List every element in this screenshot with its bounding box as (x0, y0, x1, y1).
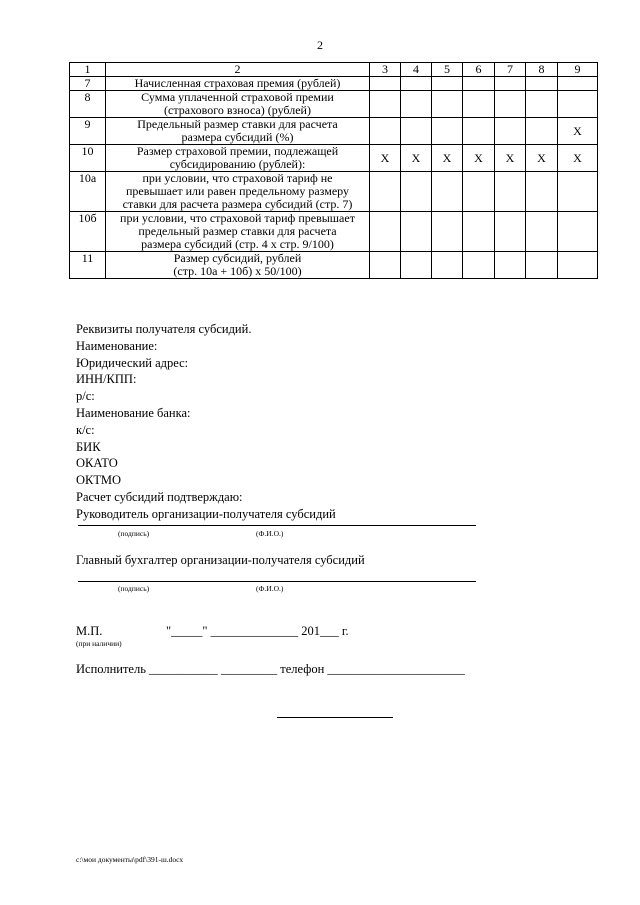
row-description (106, 252, 370, 279)
row-number: 10 (70, 145, 106, 172)
header-cell: 2 (106, 63, 370, 77)
fio-label: (Ф.И.О.) (256, 584, 284, 593)
table-row (70, 91, 598, 118)
description-line: Предельный размер ставки для расчета (137, 117, 338, 131)
description-line: при условии, что страховой тариф не (142, 171, 333, 185)
value-cell (526, 91, 558, 118)
value-cell (463, 118, 495, 145)
value-cell (558, 91, 598, 118)
header-cell: 8 (526, 63, 558, 77)
row-number: 11 (70, 252, 106, 279)
row-description (106, 118, 370, 145)
header-cell: 5 (432, 63, 463, 77)
row-number: 8 (70, 91, 106, 118)
header-cell: 1 (70, 63, 106, 77)
value-cell (463, 77, 495, 91)
value-cell (495, 172, 526, 212)
detail-line: Наименование: (76, 338, 158, 353)
executor-line: Исполнитель ___________ _________ телефон ______________________ (76, 662, 465, 676)
value-cell (432, 91, 463, 118)
description-line: ставки для расчета размера субсидий (стр. 7) (122, 197, 353, 211)
value-cell (370, 91, 401, 118)
detail-line: Юридический адрес: (76, 355, 189, 370)
table-row (70, 172, 598, 212)
value-cell (495, 91, 526, 118)
signature-label: (подпись) (118, 584, 150, 593)
description-line: Сумма уплаченной страховой премии (141, 90, 334, 104)
description-line: Размер страховой премии, подлежащей (136, 144, 339, 158)
value-cell: Х (370, 145, 401, 172)
value-cell (370, 172, 401, 212)
detail-line: Наименование банка: (76, 405, 191, 420)
table-row (70, 252, 598, 279)
table-row (70, 145, 598, 172)
row-description (106, 91, 370, 118)
row-description (106, 172, 370, 212)
value-cell (432, 118, 463, 145)
fio-label: (Ф.И.О.) (256, 529, 284, 538)
value-cell: Х (526, 145, 558, 172)
value-cell (463, 91, 495, 118)
value-cell (495, 77, 526, 91)
value-cell (432, 252, 463, 279)
value-cell (432, 172, 463, 212)
detail-line: ИНН/КПП: (76, 372, 137, 387)
subsidy-table (69, 62, 598, 279)
detail-line: р/с: (76, 389, 95, 404)
signature-line-head (78, 525, 476, 526)
value-cell (558, 77, 598, 91)
row-description (106, 77, 370, 91)
table-row (70, 118, 598, 145)
table-row (70, 77, 598, 91)
table-row (70, 212, 598, 252)
value-cell (463, 172, 495, 212)
value-cell: Х (463, 145, 495, 172)
page-number: 2 (317, 38, 323, 52)
header-cell: 3 (370, 63, 401, 77)
description-line: размера субсидий (%) (181, 130, 294, 144)
value-cell (495, 118, 526, 145)
row-description (106, 145, 370, 172)
value-cell (432, 212, 463, 252)
detail-line: ОКТМО (76, 473, 121, 488)
recipient-details (76, 321, 336, 523)
value-cell (526, 212, 558, 252)
description-line: превышает или равен предельному размеру (125, 184, 350, 198)
detail-line: Расчет субсидий подтверждаю: (76, 489, 243, 504)
chief-accountant-label: Главный бухгалтер организации-получателя субсидий (76, 553, 365, 567)
value-cell (495, 212, 526, 252)
detail-line: БИК (76, 439, 101, 454)
value-cell (558, 172, 598, 212)
signature-label: (подпись) (118, 529, 150, 538)
value-cell: Х (558, 145, 598, 172)
detail-line: Реквизиты получателя субсидий. (76, 322, 252, 336)
value-cell (526, 252, 558, 279)
date-field: "_____" ______________ 201___ г. (166, 624, 349, 638)
description-line: при условии, что страховой тариф превышает (120, 211, 355, 225)
stamp-note: (при наличии) (76, 639, 122, 648)
value-cell: Х (432, 145, 463, 172)
row-number: 10б (70, 212, 106, 252)
detail-line: ОКАТО (76, 456, 118, 471)
description-line: Размер субсидий, рублей (173, 251, 302, 265)
value-cell: Х (558, 118, 598, 145)
value-cell (401, 77, 432, 91)
value-cell (370, 212, 401, 252)
description-line: (стр. 10а + 10б) х 50/100) (173, 264, 302, 278)
signature-line-accountant (78, 581, 476, 582)
value-cell (401, 212, 432, 252)
detail-line: Руководитель организации-получателя субсидий (76, 506, 336, 521)
header-cell: 6 (463, 63, 495, 77)
value-cell: Х (401, 145, 432, 172)
value-cell (463, 252, 495, 279)
header-cell: 7 (495, 63, 526, 77)
description-line: (страхового взноса) (рублей) (164, 103, 311, 117)
value-cell (401, 118, 432, 145)
value-cell (495, 252, 526, 279)
value-cell (558, 252, 598, 279)
value-cell (432, 77, 463, 91)
value-cell (401, 172, 432, 212)
value-cell (370, 118, 401, 145)
header-cell: 4 (401, 63, 432, 77)
detail-line: к/с: (76, 422, 95, 437)
end-separator (277, 717, 393, 718)
description-line: предельный размер ставки для расчета (138, 224, 337, 238)
row-number: 10а (70, 172, 106, 212)
value-cell: Х (495, 145, 526, 172)
value-cell (370, 77, 401, 91)
value-cell (463, 212, 495, 252)
value-cell (526, 172, 558, 212)
value-cell (526, 118, 558, 145)
file-path: c:\мои документы\pdf\391-ш.docx (76, 855, 184, 864)
row-number: 9 (70, 118, 106, 145)
description-line: субсидированию (рублей): (169, 157, 306, 171)
value-cell (370, 252, 401, 279)
description-line: Начисленная страховая премия (рублей) (134, 76, 341, 90)
value-cell (401, 252, 432, 279)
stamp-label: М.П. (76, 624, 103, 638)
row-description (106, 212, 370, 252)
header-cell: 9 (558, 63, 598, 77)
row-number: 7 (70, 77, 106, 91)
value-cell (558, 212, 598, 252)
description-line: размера субсидий (стр. 4 х стр. 9/100) (141, 237, 334, 251)
value-cell (526, 77, 558, 91)
value-cell (401, 91, 432, 118)
